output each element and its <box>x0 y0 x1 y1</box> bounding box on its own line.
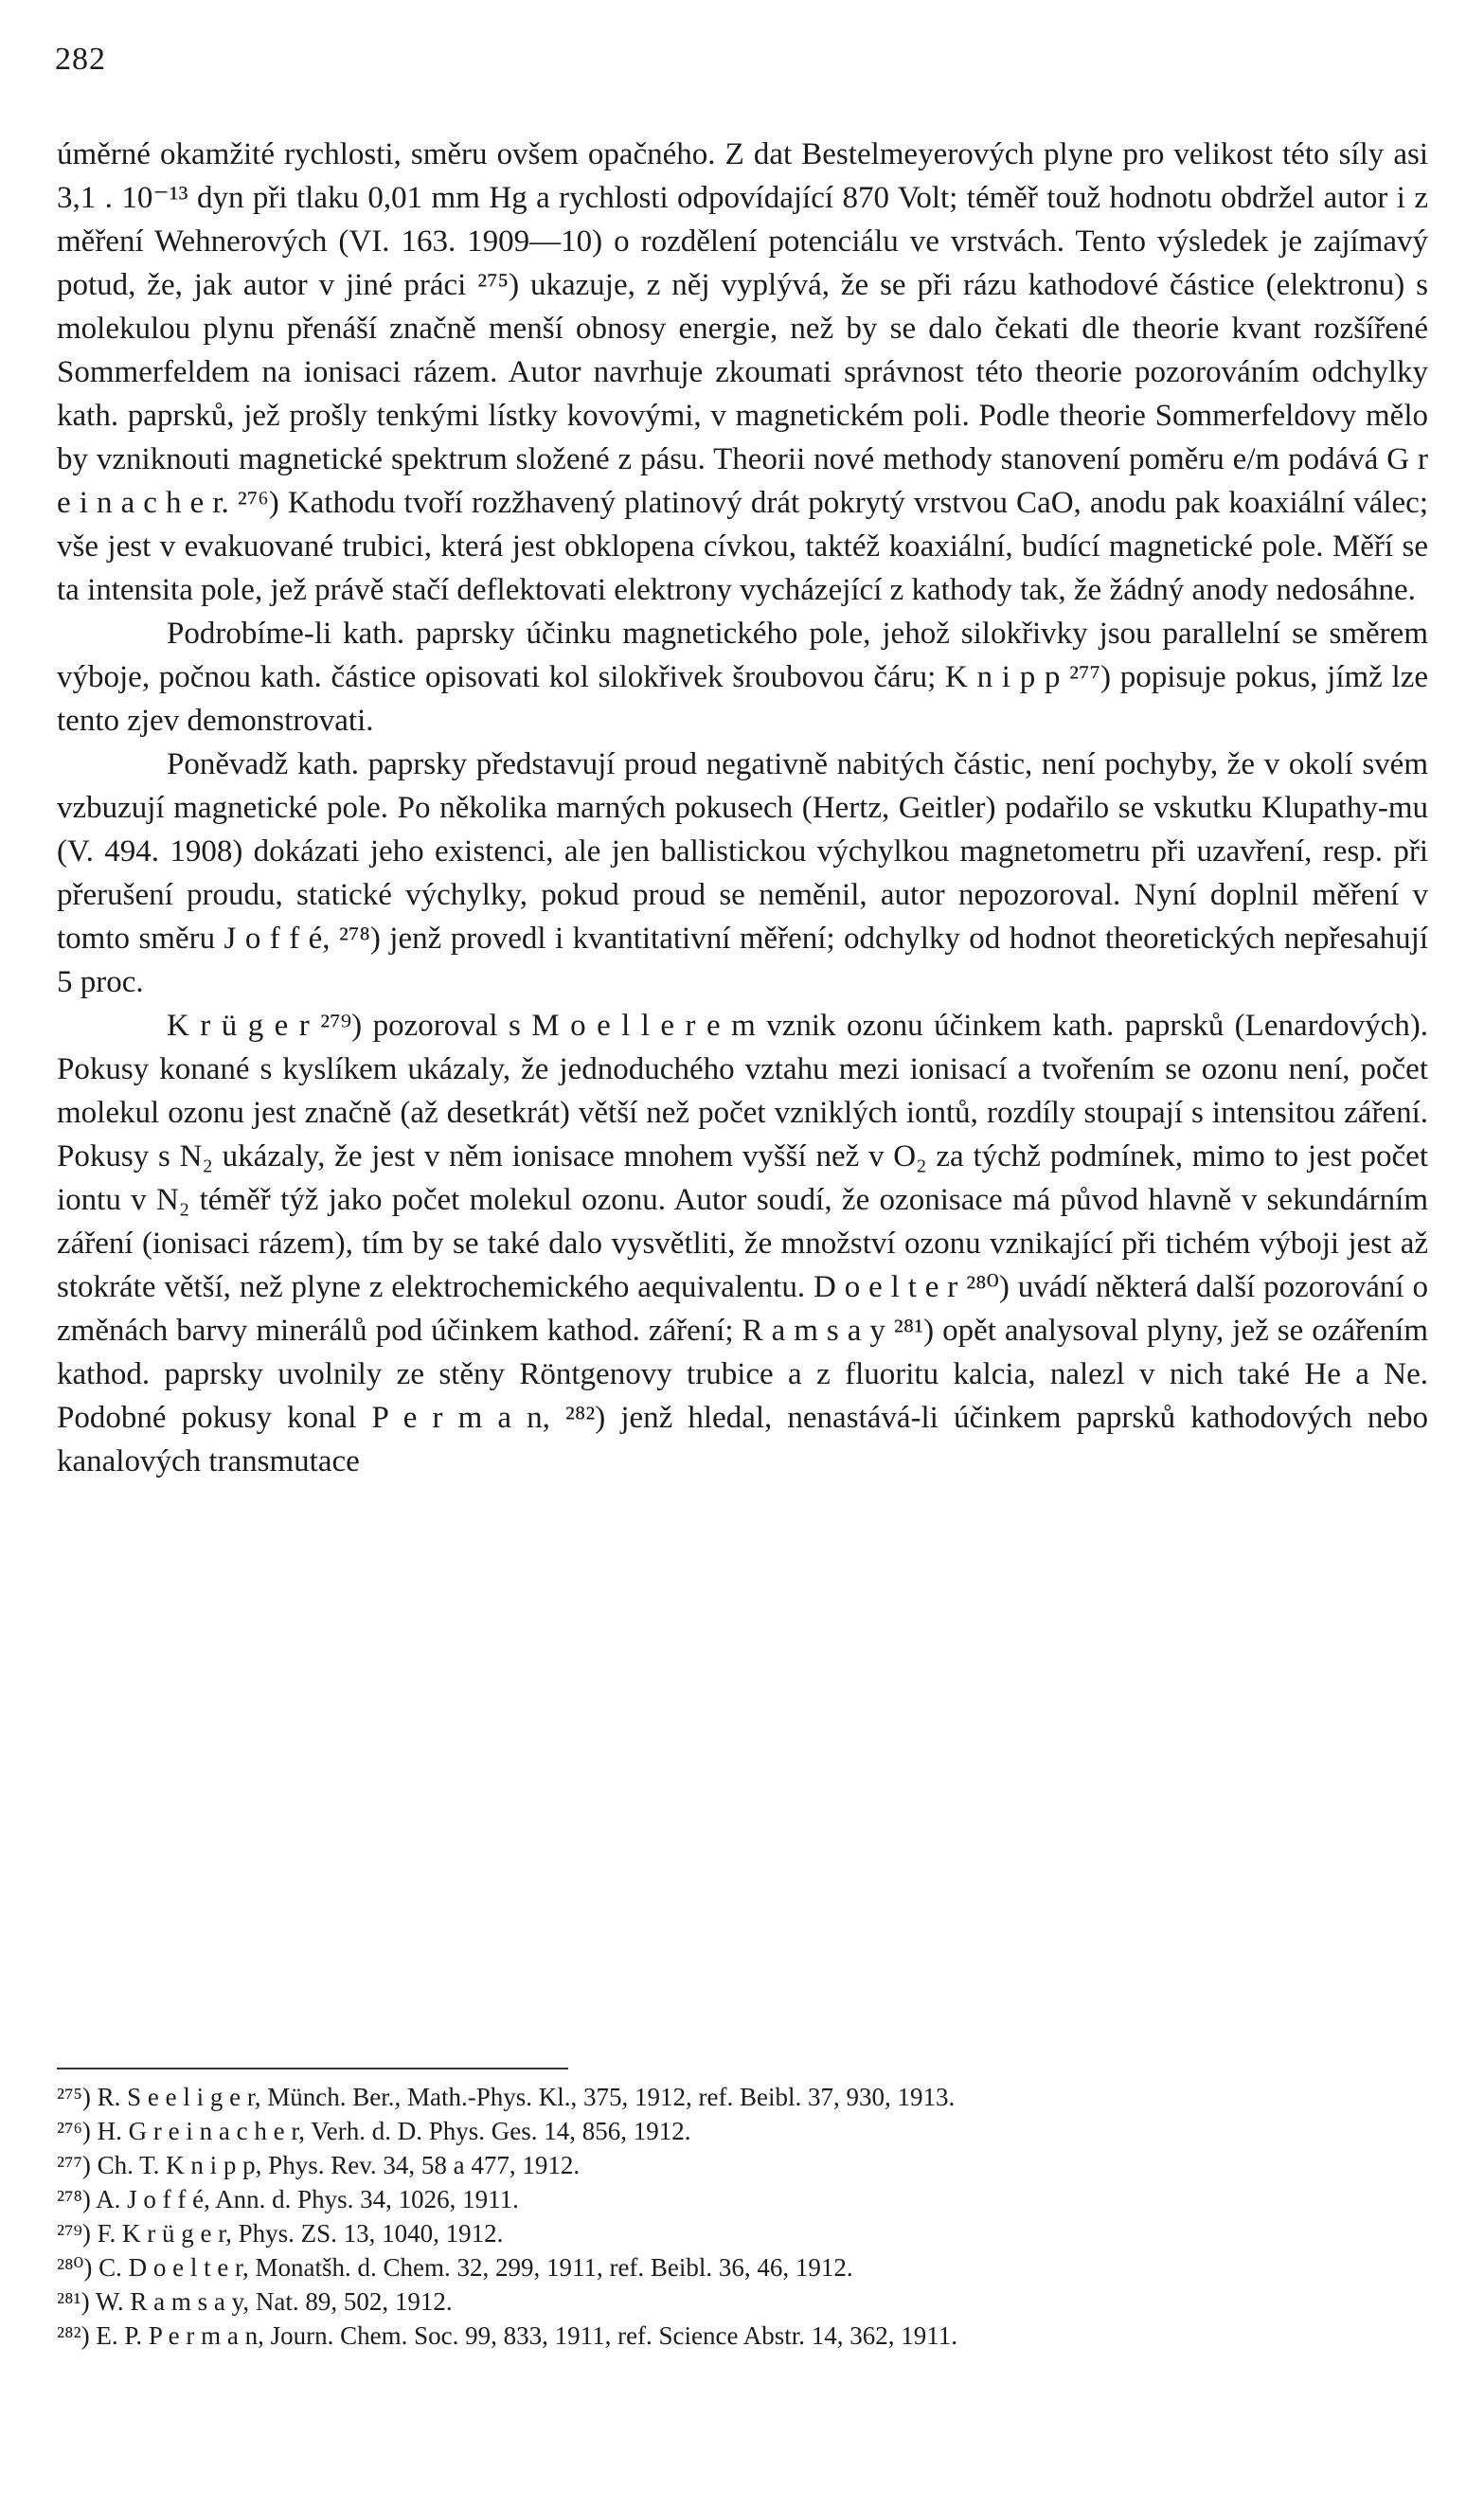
paragraph: Podrobíme-li kath. paprsky účinku magnetického pole, jehož silokřivky jsou parallelní se směrem výboje, počnou kath. částice opisovati kol silokřivek šroubovou čáru; K n i p p ²⁷⁷) popisuje pokus, jímž lze tento zjev demonstrovati. <box>57 617 1428 738</box>
paragraph: úměrné okamžité rychlosti, směru ovšem opačného. Z dat Bestelmeyerových plyne pro velikost této síly asi 3,1 . 10⁻¹³ dyn při tlaku 0,01 mm Hg a rychlosti odpovídající 870 Volt; téměř touž hodnotu obdržel autor i z měření Wehnerových (VI. 163. 1909—10) o rozdělení potenciálu ve vrstvách. Tento výsledek je zajímavý potud, že, jak autor v jiné práci ²⁷⁵) ukazuje, z něj vyplývá, že se při rázu kathodové částice (elektronu) s molekulou plynu přenáší značně menší obnosy energie, než by se dalo čekati dle theorie kvant rozšířené Sommerfeldem na ionisaci rázem. Autor navrhuje zkoumati správnost této theorie pozorováním odchylky kath. paprsků, jež prošly tenkými lístky kovovými, v magnetickém poli. Podle theorie Sommerfeldovy mělo by vzniknouti magnetické spektrum složené z pásu. Theorii nové methody stanovení poměru e/m podává G r e i n a c h e r. ²⁷⁶) Kathodu tvoří rozžhavený platinový drát pokrytý vrstvou CaO, anodu pak koaxiální válec; vše jest v evakuované trubici, která jest obklopena cívkou, taktéž koaxiální, budící magnetické pole. Měří se ta intensita pole, jež právě stačí deflektovati elektrony vycházející z kathody tak, že žádný anody nedosáhne. <box>57 137 1428 607</box>
footnote: ²⁷⁹) F. K r ü g e r, Phys. ZS. 13, 1040, 1912. <box>57 2219 504 2248</box>
footnote-divider <box>57 2068 568 2069</box>
footnote: ²⁸⁰) C. D o e l t e r, Monatšh. d. Chem. 32, 299, 1911, ref. Beibl. 36, 46, 1912. <box>57 2253 853 2282</box>
paragraph: K r ü g e r ²⁷⁹) pozoroval s M o e l l e r e m vznik ozonu účinkem kath. paprsků (Lenardových). Pokusy konané s kyslíkem ukázaly, že jednoduchého vztahu mezi ionisací a tvořením se ozonu není, počet molekul ozonu jest značně (až desetkrát) větší než počet vzniklých iontů, rozdíly stoupají s intensitou záření. Pokusy s N₂ ukázaly, že jest v něm ionisace mnohem vyšší než v O₂ za týchž podmínek, mimo to jest počet iontu v N₂ téměř týž jako počet molekul ozonu. Autor soudí, že ozonisace má původ hlavně v sekundárním záření (ionisaci rázem), tím by se také dalo vysvětliti, že množství ozonu vznikající při tichém výboji jest až stokráte větší, než plyne z elektrochemického aequivalentu. D o e l t e r ²⁸⁰) uvádí některá další pozorování o změnách barvy minerálů pod účinkem kathod. záření; R a m s a y ²⁸¹) opět analysoval plyny, jež se ozářením kathod. paprsky uvolnily ze stěny Röntgenovy trubice a z fluoritu kalcia, nalezl v nich také He a Ne. Podobné pokusy konal P e r m a n, ²⁸²) jenž hledal, nenastává-li účinkem paprsků kathodových nebo kanalových transmutace <box>57 1009 1428 1478</box>
footnotes <box>57 2080 1428 2353</box>
body-text <box>57 133 1428 1483</box>
footnote: ²⁷⁷) Ch. T. K n i p p, Phys. Rev. 34, 58 a 477, 1912. <box>57 2151 581 2179</box>
paragraph: Poněvadž kath. paprsky představují proud negativně nabitých částic, není pochyby, že v okolí svém vzbuzují magnetické pole. Po několika marných pokusech (Hertz, Geitler) podařilo se vskutku Klupathy-mu (V. 494. 1908) dokázati jeho existenci, ale jen ballistickou výchylkou magnetometru při uzavření, resp. při přerušení proudu, statické výchylky, pokud proud se neměnil, autor nepozoroval. Nyní doplnil měření v tomto směru J o f f é, ²⁷⁸) jenž provedl i kvantitativní měření; odchylky od hodnot theoretických nepřesahují 5 proc. <box>57 747 1428 999</box>
footnote: ²⁷⁵) R. S e e l i g e r, Münch. Ber., Math.-Phys. Kl., 375, 1912, ref. Beibl. 37, 930, 1913. <box>57 2083 956 2111</box>
footnote: ²⁷⁶) H. G r e i n a c h e r, Verh. d. D. Phys. Ges. 14, 856, 1912. <box>57 2117 691 2145</box>
footnote: ²⁸¹) W. R a m s a y, Nat. 89, 502, 1912. <box>57 2287 453 2316</box>
footnote: ²⁸²) E. P. P e r m a n, Journ. Chem. Soc. 99, 833, 1911, ref. Science Abstr. 14, 362, 1911. <box>57 2321 958 2350</box>
footnote: ²⁷⁸) A. J o f f é, Ann. d. Phys. 34, 1026, 1911. <box>57 2185 519 2213</box>
page-number: 282 <box>55 42 106 77</box>
